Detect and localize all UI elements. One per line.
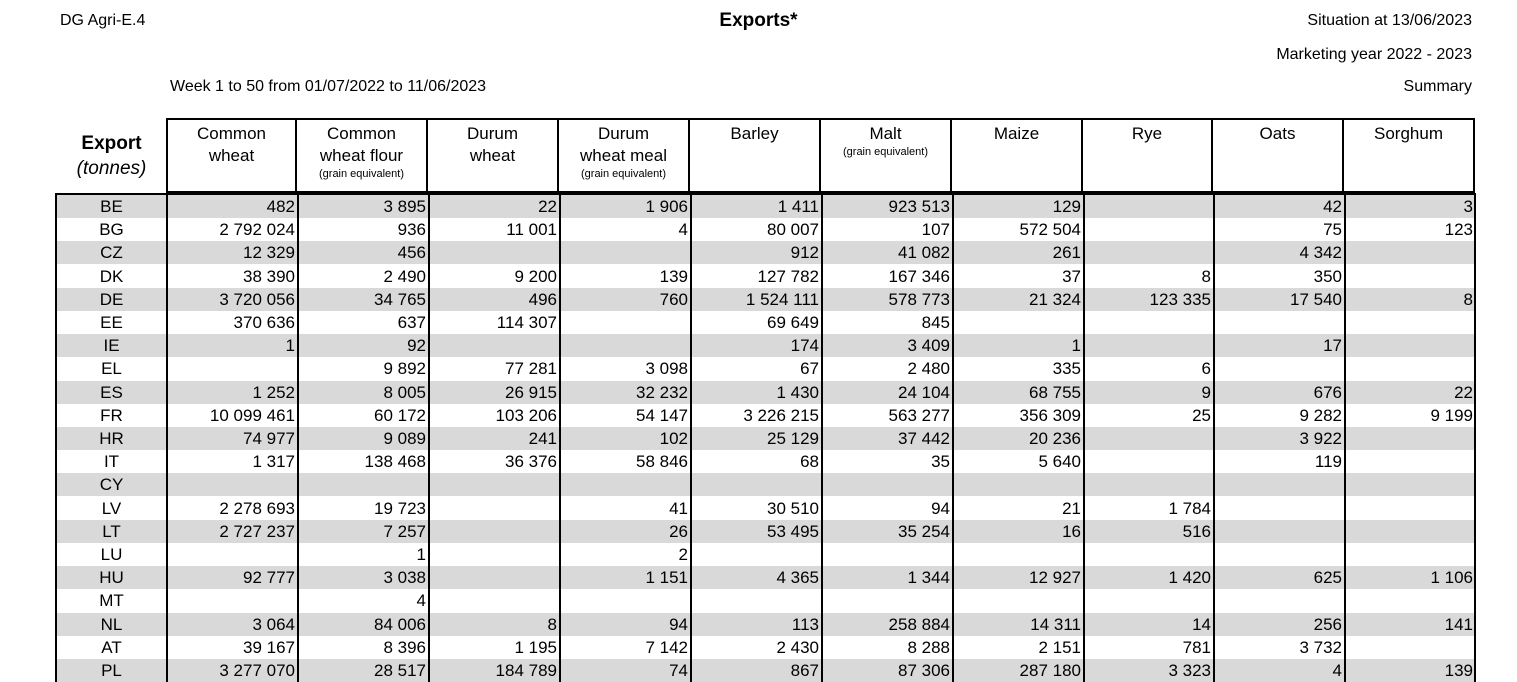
- grid-line: [952, 193, 954, 682]
- table-cell: 69 649: [767, 313, 819, 332]
- situation-date: Situation at 13/06/2023: [1307, 12, 1472, 29]
- table-cell: 11 001: [506, 220, 557, 240]
- table-cell: 287 180: [1019, 661, 1081, 680]
- table-cell: 1 151: [645, 568, 688, 588]
- table-cell: 256: [1313, 614, 1342, 634]
- column-label: Common: [327, 124, 396, 143]
- table-cell: 1 430: [776, 382, 819, 402]
- table-cell: 14: [1192, 614, 1211, 634]
- row-header-unit: (tonnes): [76, 158, 147, 179]
- country-code: LV: [101, 498, 122, 518]
- country-code: EL: [101, 359, 122, 379]
- table-cell: 1 411: [777, 197, 819, 216]
- table-cell: 113: [791, 614, 819, 634]
- table-cell: 563 277: [888, 405, 950, 425]
- column-label: Durum: [597, 124, 649, 143]
- column-label: Common: [197, 124, 266, 143]
- table-cell: 2 480: [907, 359, 950, 379]
- country-code: HR: [99, 429, 124, 448]
- column-label-line2: wheat flour: [319, 146, 404, 165]
- table-cell: 127 782: [757, 266, 819, 286]
- table-cell: 35: [931, 452, 950, 472]
- table-cell: 845: [921, 313, 950, 332]
- country-code: PL: [101, 661, 122, 680]
- table-cell: 3 409: [907, 336, 950, 356]
- table-cell: 1: [285, 336, 295, 356]
- country-code: BG: [99, 220, 124, 240]
- table-cell: 936: [397, 220, 426, 240]
- table-cell: 184 789: [495, 661, 557, 680]
- grid-line: [428, 193, 430, 682]
- table-cell: 9 892: [383, 359, 426, 379]
- country-code: CZ: [100, 243, 123, 263]
- table-cell: 14 311: [1030, 614, 1081, 634]
- table-cell: 30 510: [767, 498, 819, 518]
- table-cell: 8 288: [907, 637, 950, 657]
- table-cell: 3 038: [383, 568, 426, 588]
- table-cell: 75: [1323, 220, 1342, 240]
- table-cell: 3 895: [383, 197, 426, 216]
- marketing-year: Marketing year 2022 - 2023: [1276, 46, 1472, 63]
- column-header-5: [821, 118, 952, 193]
- table-cell: 1 420: [1168, 568, 1211, 588]
- country-code: LT: [102, 521, 121, 541]
- table-cell: 9 199: [1430, 405, 1473, 425]
- table-cell: 1 252: [252, 382, 295, 402]
- column-sublabel: (grain equivalent): [319, 168, 404, 180]
- table-cell: 1 106: [1430, 568, 1473, 588]
- table-cell: 4: [1332, 661, 1342, 680]
- table-cell: 1 317: [252, 452, 295, 472]
- table-cell: 74 977: [243, 429, 295, 448]
- table-cell: 21 324: [1029, 289, 1081, 309]
- country-code: AT: [101, 637, 122, 657]
- table-cell: 1 906: [645, 197, 688, 216]
- table-cell: 516: [1182, 521, 1211, 541]
- table-row: [57, 473, 1475, 496]
- table-cell: 9: [1201, 382, 1211, 402]
- table-cell: 68 755: [1029, 382, 1081, 402]
- table-cell: 60 172: [374, 405, 426, 425]
- table-cell: 84 006: [374, 614, 426, 634]
- column-header-0: [166, 118, 297, 193]
- grid-line: [1474, 193, 1476, 682]
- column-label: Malt: [869, 124, 902, 143]
- table-row: [57, 589, 1475, 612]
- table-cell: 3 064: [252, 614, 295, 634]
- grid-line: [690, 193, 692, 682]
- column-header-7: [1083, 118, 1213, 193]
- table-cell: 123 335: [1149, 289, 1211, 309]
- column-label-line2: wheat meal: [580, 146, 667, 165]
- table-cell: 2 490: [383, 266, 426, 286]
- table-cell: 167 346: [888, 266, 950, 286]
- table-cell: 36 376: [505, 452, 557, 472]
- table-cell: 37: [1062, 266, 1081, 286]
- table-cell: 37 442: [898, 429, 950, 448]
- table-cell: 8: [1463, 289, 1473, 309]
- country-code: NL: [100, 614, 123, 634]
- table-cell: 8 005: [383, 382, 426, 402]
- table-cell: 58 846: [636, 452, 688, 472]
- table-cell: 139: [1444, 661, 1473, 680]
- table-cell: 21: [1062, 498, 1081, 518]
- table-cell: 4 365: [776, 568, 819, 588]
- column-header-2: [428, 118, 559, 193]
- country-code: BE: [100, 197, 123, 216]
- table-cell: 7 257: [383, 521, 426, 541]
- column-header-3: [559, 118, 690, 193]
- grid-line: [1344, 193, 1346, 682]
- table-cell: 138 468: [364, 452, 426, 472]
- table-cell: 92 777: [243, 568, 295, 588]
- table-cell: 119: [1314, 452, 1342, 472]
- table-cell: 2 151: [1038, 637, 1081, 657]
- table-cell: 2 727 237: [219, 521, 295, 541]
- table-cell: 3 732: [1299, 637, 1342, 657]
- table-cell: 2 792 024: [219, 220, 295, 240]
- table-cell: 20 236: [1029, 429, 1081, 448]
- grid-line: [559, 193, 561, 682]
- table-cell: 356 309: [1019, 405, 1081, 425]
- column-header-8: [1213, 118, 1344, 193]
- table-row: [57, 543, 1475, 566]
- table-cell: 102: [659, 429, 688, 448]
- table-cell: 370 636: [233, 313, 295, 332]
- country-code: HU: [99, 568, 124, 588]
- table-cell: 35 254: [898, 521, 950, 541]
- table-cell: 572 504: [1019, 220, 1081, 240]
- country-code: IE: [103, 336, 120, 356]
- table-cell: 6: [1201, 359, 1211, 379]
- table-cell: 114 307: [496, 313, 557, 332]
- table-cell: 32 232: [636, 382, 688, 402]
- table-cell: 625: [1313, 568, 1342, 588]
- table-cell: 67: [800, 359, 819, 379]
- country-code: CY: [99, 475, 124, 495]
- table-cell: 241: [528, 429, 557, 448]
- summary-label: Summary: [1403, 78, 1472, 95]
- grid-line: [297, 193, 299, 682]
- table-cell: 107: [921, 220, 950, 240]
- column-label: Oats: [1259, 124, 1296, 143]
- table-cell: 38 390: [243, 266, 295, 286]
- table-cell: 4: [678, 220, 688, 240]
- table-cell: 68: [800, 452, 819, 472]
- country-code: MT: [99, 591, 124, 611]
- table-cell: 22: [1454, 382, 1473, 402]
- table-cell: 28 517: [374, 661, 426, 680]
- table-cell: 4: [416, 591, 426, 611]
- table-cell: 54 147: [636, 405, 688, 425]
- table-cell: 912: [790, 243, 819, 263]
- table-cell: 129: [1052, 197, 1081, 216]
- table-cell: 261: [1052, 243, 1081, 263]
- table-cell: 25: [1192, 405, 1211, 425]
- country-code: IT: [103, 452, 120, 472]
- column-sublabel: (grain equivalent): [581, 168, 666, 180]
- table-cell: 456: [397, 243, 426, 263]
- table-cell: 637: [397, 313, 426, 332]
- table-cell: 17 540: [1290, 289, 1342, 309]
- page-title: Exports*: [719, 10, 798, 31]
- table-cell: 350: [1313, 266, 1342, 286]
- table-cell: 2 430: [776, 637, 819, 657]
- table-cell: 12 329: [243, 243, 295, 263]
- table-cell: 1: [1071, 336, 1081, 356]
- table-cell: 41: [669, 498, 688, 518]
- table-cell: 24 104: [898, 382, 950, 402]
- column-header-4: [690, 118, 821, 193]
- country-code: ES: [100, 382, 123, 402]
- table-cell: 8 396: [383, 637, 426, 657]
- table-cell: 123: [1444, 220, 1473, 240]
- column-label-line2: wheat: [208, 146, 255, 165]
- table-cell: 141: [1444, 614, 1473, 634]
- table-cell: 2 278 693: [219, 498, 295, 518]
- table-cell: 3 277 070: [219, 661, 295, 680]
- grid-line: [1083, 193, 1085, 682]
- table-cell: 3 098: [645, 359, 688, 379]
- table-cell: 3 323: [1168, 661, 1211, 680]
- table-cell: 335: [1052, 359, 1081, 379]
- table-cell: 53 495: [767, 521, 819, 541]
- table-cell: 34 765: [374, 289, 426, 309]
- table-cell: 12 927: [1029, 568, 1081, 588]
- column-label: Barley: [730, 124, 779, 143]
- column-label: Maize: [993, 124, 1040, 143]
- grid-line: [1213, 193, 1215, 682]
- table-cell: 1 784: [1168, 498, 1211, 518]
- grid-line: [55, 193, 57, 682]
- country-code: DE: [99, 289, 124, 309]
- table-cell: 2: [678, 545, 688, 564]
- table-cell: 25 129: [767, 429, 819, 448]
- table-cell: 139: [659, 266, 688, 286]
- table-cell: 781: [1182, 637, 1211, 657]
- table-cell: 9 282: [1299, 405, 1342, 425]
- org-label: DG Agri-E.4: [60, 12, 146, 29]
- table-cell: 174: [790, 336, 819, 356]
- table-cell: 42: [1323, 197, 1342, 216]
- table-cell: 482: [266, 197, 295, 216]
- table-cell: 578 773: [888, 289, 950, 309]
- table-cell: 4 342: [1299, 243, 1342, 263]
- table-cell: 80 007: [767, 220, 819, 240]
- column-header-6: [952, 118, 1083, 193]
- country-code: EE: [100, 313, 123, 332]
- table-cell: 5 640: [1038, 452, 1081, 472]
- table-cell: 1 524 111: [745, 289, 819, 309]
- table-cell: 17: [1323, 336, 1342, 356]
- table-cell: 7 142: [645, 637, 688, 657]
- table-cell: 3 226 215: [743, 405, 819, 425]
- table-cell: 94: [931, 498, 950, 518]
- table-cell: 19 723: [374, 498, 426, 518]
- row-header-title: Export: [81, 133, 142, 154]
- grid-line: [166, 193, 168, 682]
- table-cell: 26 915: [505, 382, 557, 402]
- table-cell: 760: [659, 289, 688, 309]
- table-cell: 8: [1201, 266, 1211, 286]
- column-sublabel: (grain equivalent): [843, 146, 928, 158]
- table-cell: 10 099 461: [209, 405, 295, 425]
- table-cell: 41 082: [898, 243, 950, 263]
- table-cell: 676: [1313, 382, 1342, 402]
- table-cell: 9 200: [514, 266, 557, 286]
- table-cell: 26: [669, 521, 688, 541]
- table-cell: 3 922: [1299, 429, 1342, 448]
- table-cell: 258 884: [888, 614, 950, 634]
- table-cell: 39 167: [243, 637, 295, 657]
- table-cell: 923 513: [888, 197, 950, 216]
- table-cell: 94: [669, 614, 688, 634]
- table-cell: 87 306: [898, 661, 950, 680]
- week-range: Week 1 to 50 from 01/07/2022 to 11/06/2023: [170, 78, 487, 95]
- table-cell: 8: [547, 614, 557, 634]
- table-cell: 103 206: [495, 405, 557, 425]
- table-cell: 92: [407, 336, 426, 356]
- grid-line: [821, 193, 823, 682]
- country-code: LU: [100, 545, 123, 564]
- country-code: DK: [99, 266, 124, 286]
- table-cell: 3: [1463, 197, 1473, 216]
- table-cell: 1 195: [514, 637, 557, 657]
- table-cell: 77 281: [505, 359, 557, 379]
- column-header-9: [1344, 118, 1475, 193]
- column-label-line2: wheat: [469, 146, 516, 165]
- table-cell: 9 089: [383, 429, 426, 448]
- table-cell: 74: [669, 661, 688, 680]
- table-cell: 1: [416, 545, 426, 564]
- table-cell: 1 344: [907, 568, 950, 588]
- country-code: FR: [100, 405, 123, 425]
- row-header: [57, 131, 166, 187]
- column-label: Durum: [466, 124, 518, 143]
- column-label: Rye: [1131, 124, 1163, 143]
- table-cell: 22: [538, 197, 557, 216]
- table-cell: 16: [1062, 521, 1081, 541]
- grid-line: [55, 193, 1476, 195]
- column-header-1: [297, 118, 428, 193]
- column-label: Sorghum: [1374, 124, 1443, 143]
- table-cell: 3 720 056: [219, 289, 295, 309]
- table-cell: 496: [528, 289, 557, 309]
- table-cell: 867: [790, 661, 819, 680]
